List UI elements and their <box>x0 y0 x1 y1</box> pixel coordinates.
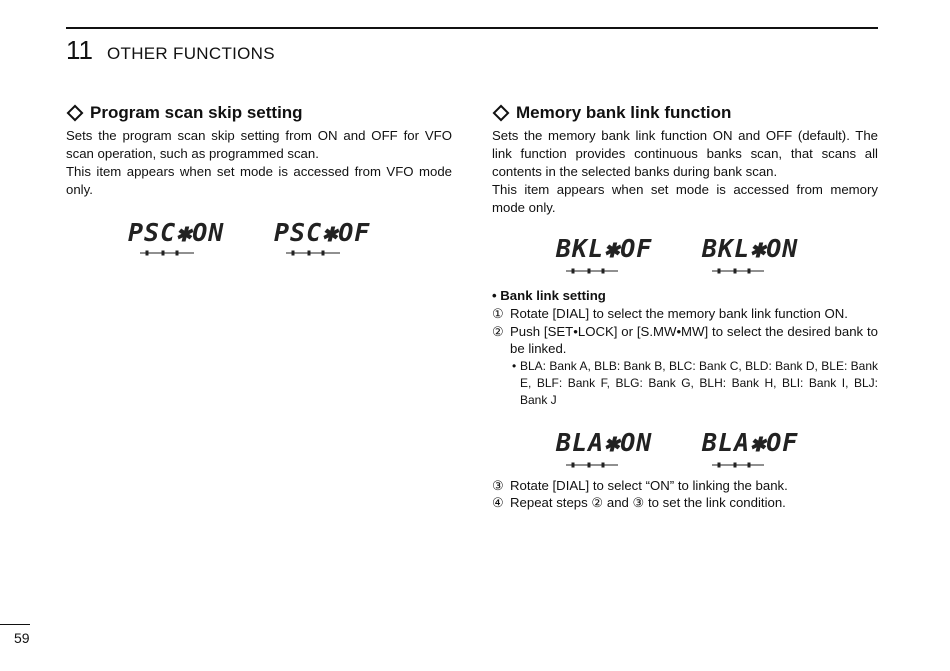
lcd-display <box>700 233 822 277</box>
lcd-text: BLA✱OF <box>702 427 799 457</box>
bullet-item <box>492 358 878 409</box>
step <box>492 305 878 323</box>
step-text: Rotate [DIAL] to select “ON” to linking the bank. <box>510 477 788 493</box>
step-number: ① <box>492 306 504 321</box>
chapter-title: OTHER FUNCTIONS <box>107 44 275 63</box>
footer-rule <box>0 624 30 625</box>
lcd-display <box>554 233 676 277</box>
section-heading <box>66 102 452 124</box>
lcd-display-row <box>126 217 452 261</box>
lcd-text: PSC✱OF <box>274 218 371 247</box>
step <box>492 494 878 512</box>
chapter-header <box>66 33 275 67</box>
memory-bank-link-section <box>492 102 878 512</box>
paragraph: This item appears when set mode is accessed from VFO mode only. <box>66 164 452 197</box>
lcd-display <box>700 427 822 471</box>
diamond-icon <box>67 105 84 122</box>
lcd-text: BLA✱ON <box>556 427 653 457</box>
lcd-display <box>272 217 394 261</box>
paragraph: Sets the program scan skip setting from ON and OFF for VFO scan operation, such as programmed scan. <box>66 128 452 161</box>
lcd-display-row <box>554 427 878 471</box>
step-number: ③ <box>492 477 504 493</box>
chapter-number: 11 <box>66 35 93 65</box>
step-text: Rotate [DIAL] to select the memory bank link function ON. <box>510 306 848 321</box>
step-number: ④ <box>492 495 504 510</box>
lcd-text: BKL✱OF <box>556 234 653 263</box>
diamond-icon <box>493 105 510 122</box>
paragraph: This item appears when set mode is accessed from memory mode only. <box>492 182 878 215</box>
lcd-display <box>554 427 676 471</box>
top-rule <box>66 27 878 29</box>
lcd-text: PSC✱ON <box>128 218 225 247</box>
subheading: • Bank link setting <box>492 288 606 303</box>
section-title: Memory bank link function <box>516 103 732 122</box>
step-text: Push [SET•LOCK] or [S.MW•MW] to select the desired bank to be linked. <box>510 323 878 356</box>
lcd-text: BKL✱ON <box>702 234 799 263</box>
section-title: Program scan skip setting <box>90 103 303 122</box>
paragraph: Sets the memory bank link function ON and OFF (default). The link function provides continuous banks scan, that scans all contents in the selected banks during bank scan. <box>492 128 878 179</box>
bullet-text: BLA: Bank A, BLB: Bank B, BLC: Bank C, BLD: Bank D, BLE: Bank E, BLF: Bank F, BLG: Bank G, BLH: Bank H, BLI: Bank I, BLJ: Bank J <box>520 358 878 407</box>
step-number: ② <box>492 323 504 339</box>
lcd-display-row <box>554 233 878 277</box>
step <box>492 323 878 358</box>
section-heading <box>492 102 878 124</box>
step-text: Repeat steps ② and ③ to set the link condition. <box>510 495 786 510</box>
program-scan-skip-section <box>66 102 452 261</box>
lcd-display <box>126 217 248 261</box>
bullet-dot: • <box>512 358 517 373</box>
step <box>492 477 878 495</box>
page-number: 59 <box>14 630 30 646</box>
